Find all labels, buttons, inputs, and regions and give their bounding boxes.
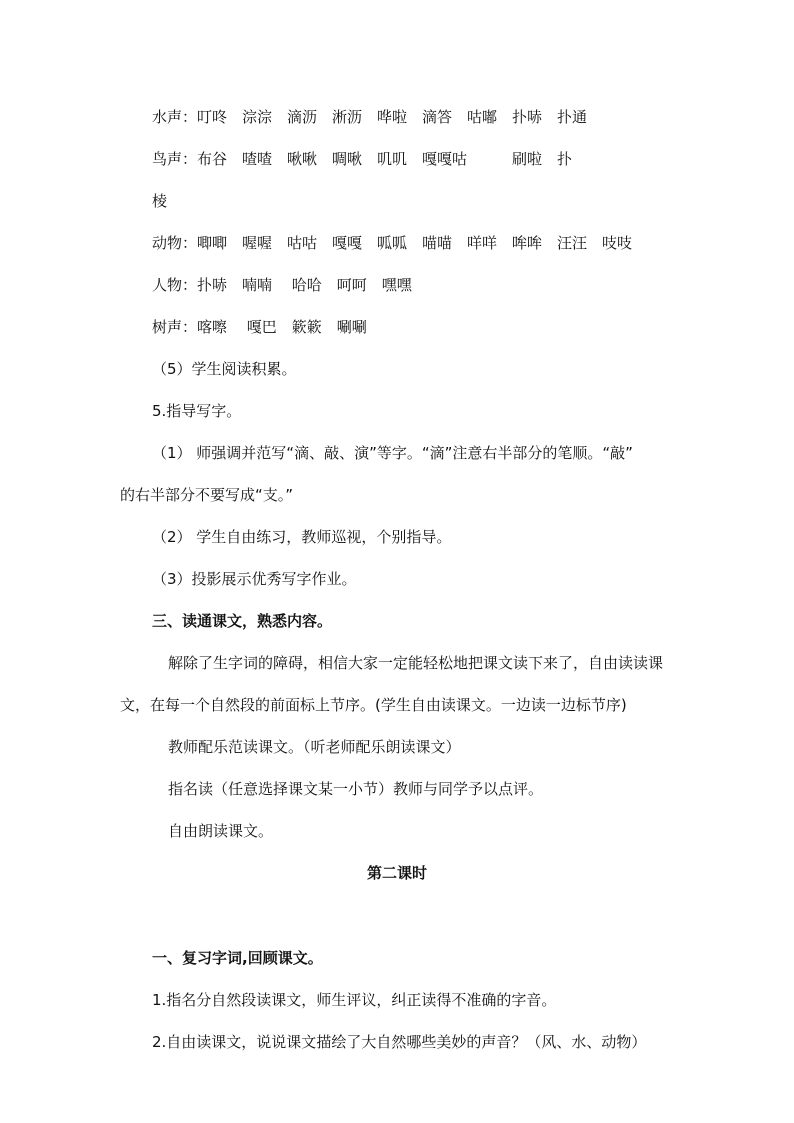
review-heading: 一、复习字词,回顾课文。 [152, 949, 323, 967]
writing-step-2: （2） 学生自由练习，教师巡视，个别指导。 [152, 528, 452, 546]
bird-sounds-line: 鸟声：布谷 喳喳 啾啾 啁啾 叽叽 嘎嘎咕 刷啦 扑 [152, 150, 573, 168]
tree-sounds-line: 树声：喀嚓 嘎巴 簌簌 唰唰 [152, 318, 367, 336]
reading-accumulation-item: （5）学生阅读积累。 [152, 360, 297, 378]
teacher-model-reading: 教师配乐范读课文。（听老师配乐朗读课文） [168, 738, 461, 756]
people-sounds-line: 人物：扑哧 喃喃 哈哈 呵呵 嘿嘿 [152, 276, 412, 294]
review-item-2: 2.自由读课文，说说课文描绘了大自然哪些美妙的声音？（风、水、动物） [152, 1033, 647, 1051]
writing-step-1-continuation: 的右半部分不要写成“支。” [120, 486, 294, 504]
writing-guidance-heading: 5.指导写字。 [152, 402, 242, 420]
review-item-1: 1.指名分自然段读课文，师生评议，纠正读得不准确的字音。 [152, 991, 557, 1009]
section-three-heading: 三、读通课文，熟悉内容。 [152, 612, 333, 630]
water-sounds-line: 水声：叮咚 淙淙 滴沥 淅沥 哗啦 滴答 咕嘟 扑哧 扑通 [152, 108, 588, 126]
named-reading: 指名读（任意选择课文某一小节）教师与同学予以点评。 [168, 780, 544, 798]
free-reading: 自由朗读课文。 [168, 822, 274, 840]
writing-step-1: （1） 师强调并范写“滴、敲、演”等字。“滴”注意右半部分的笔顺。“敲” [152, 444, 633, 462]
writing-step-3: （3）投影展示优秀写字作业。 [152, 570, 357, 588]
paragraph-reading-intro: 解除了生字词的障碍，相信大家一定能轻松地把课文读下来了，自由读读课 [168, 654, 664, 672]
second-lesson-title: 第二课时 [366, 864, 427, 882]
animal-sounds-line: 动物：唧唧 喔喔 咕咕 嘎嘎 呱呱 喵喵 咩咩 哞哞 汪汪 吱吱 [152, 234, 633, 252]
paragraph-reading-intro-continuation: 文，在每一个自然段的前面标上节序。(学生自由读课文。一边读一边标节序) [120, 696, 627, 714]
bird-sounds-continuation: 棱 [152, 192, 168, 210]
